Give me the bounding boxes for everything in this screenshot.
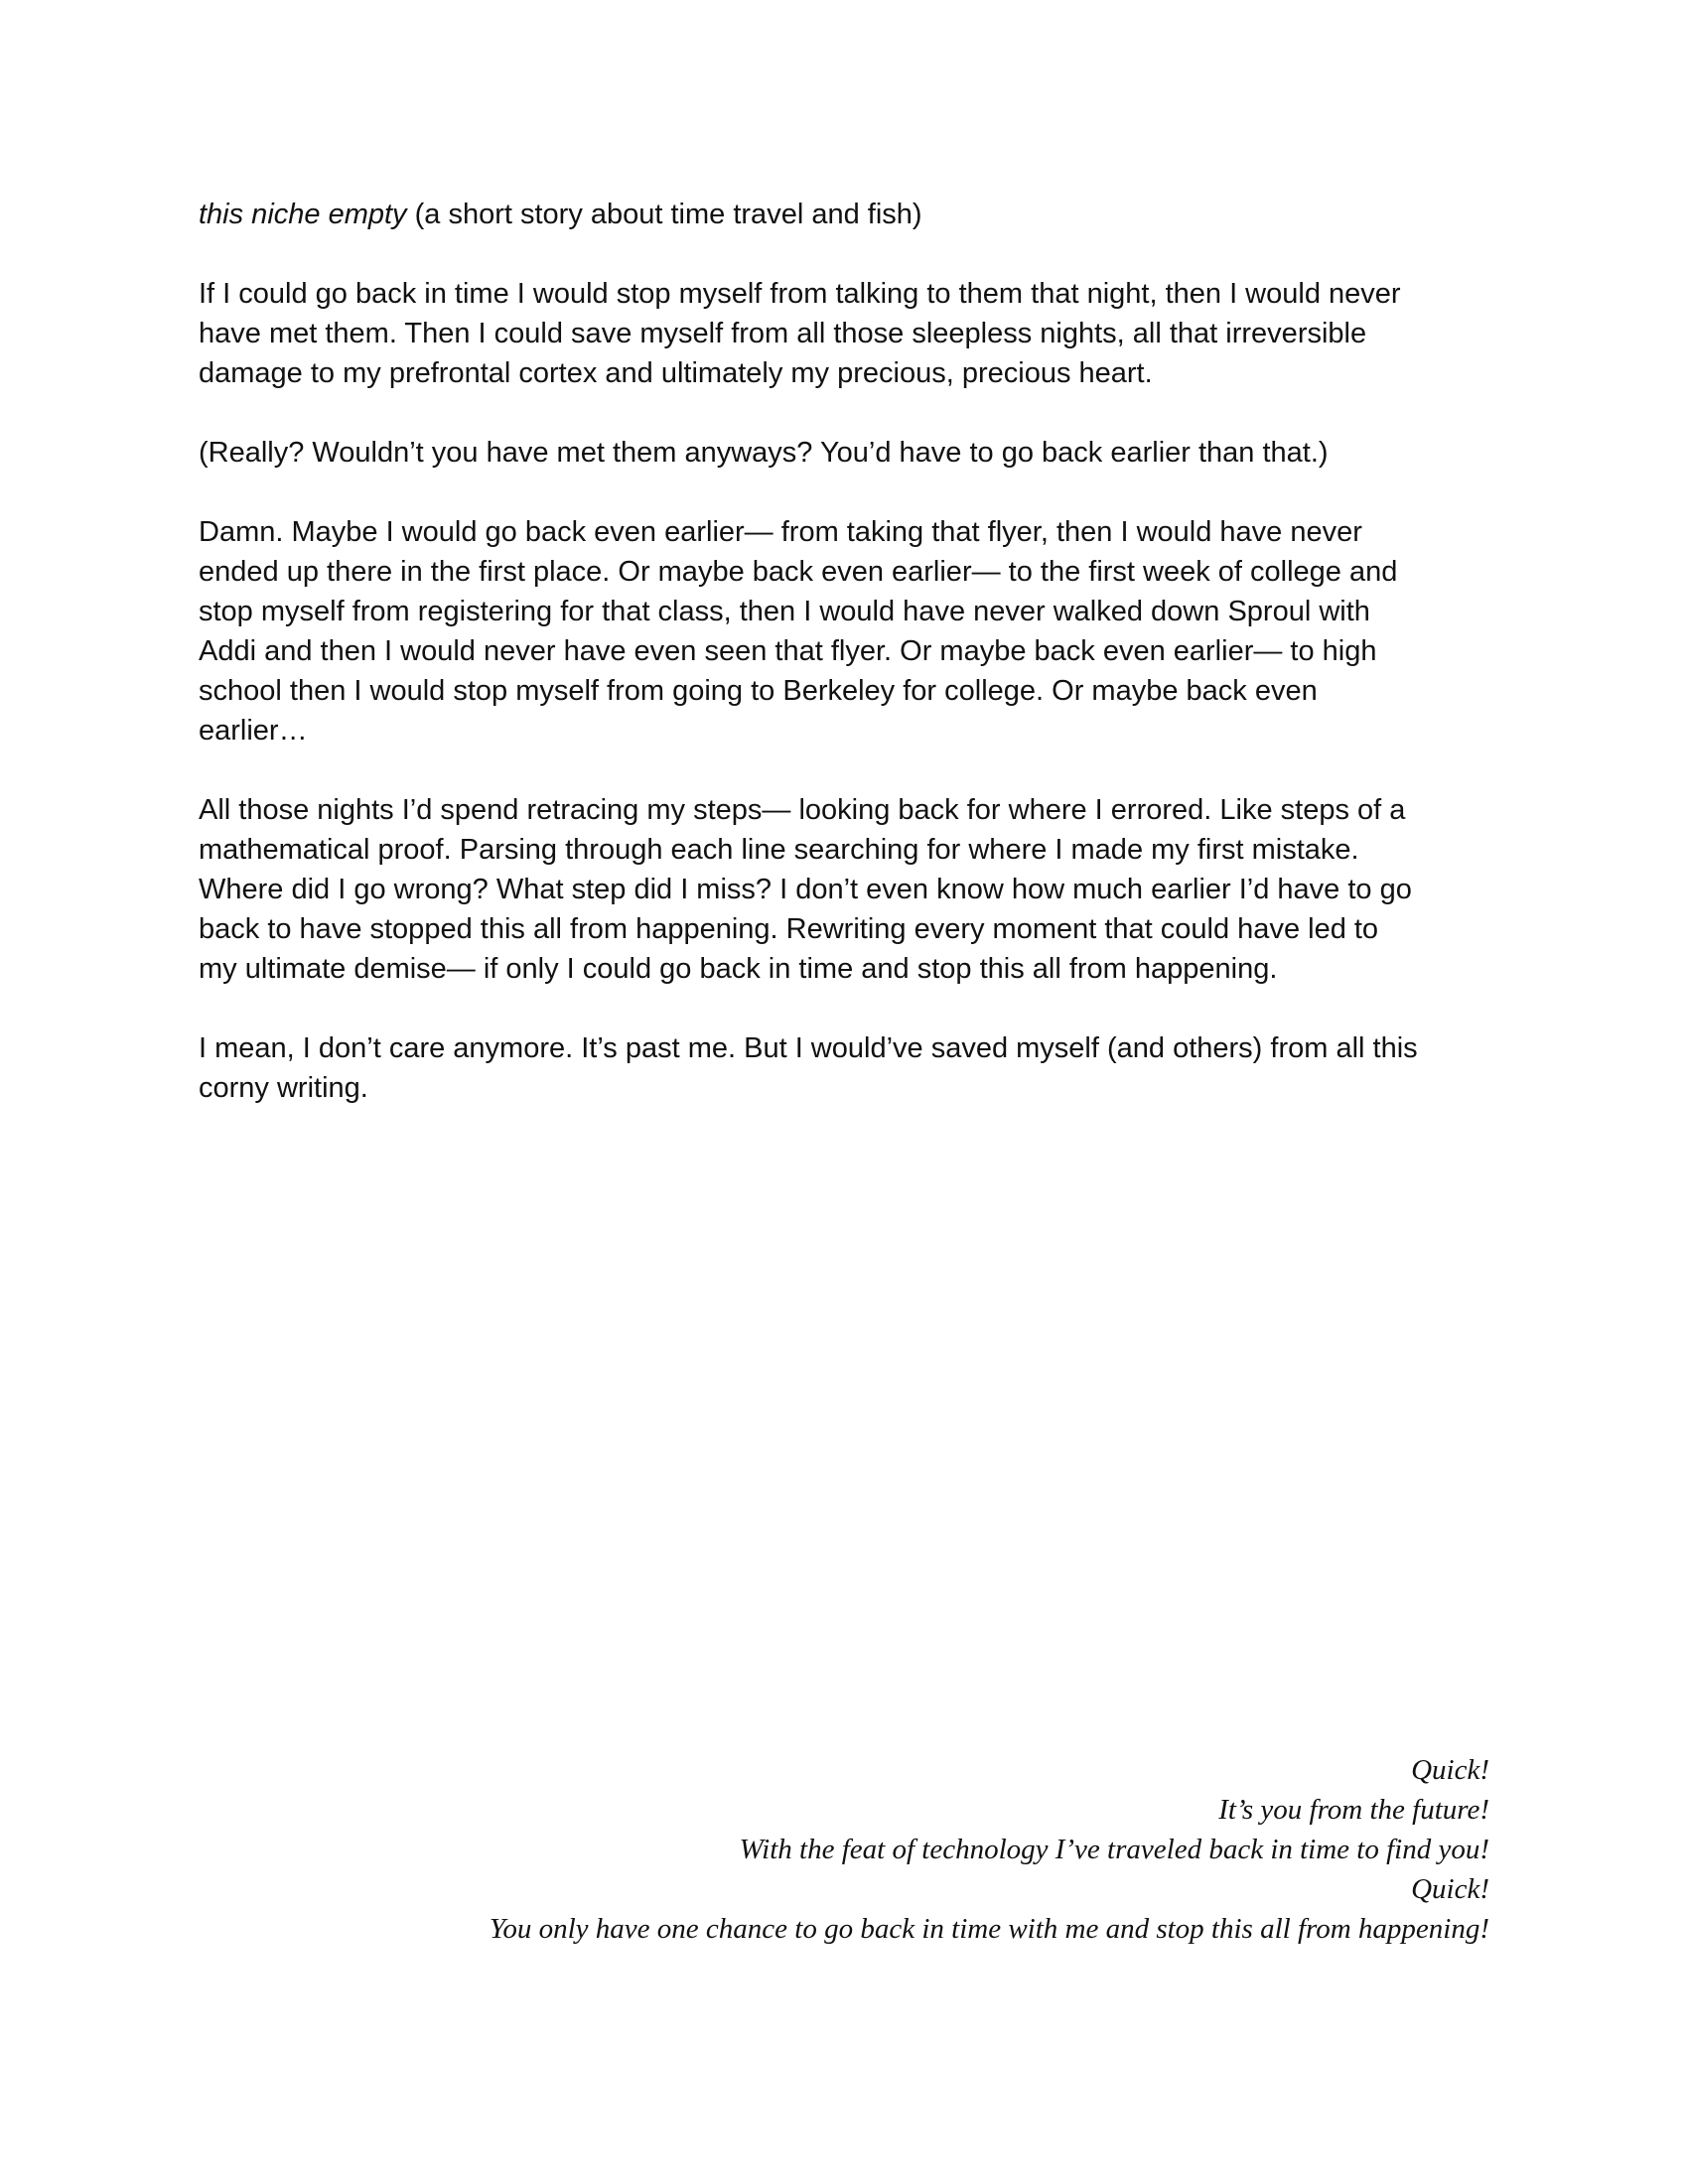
paragraph-line: have met them. Then I could save myself from all those sleepless nights, all that irreversible — [199, 318, 1367, 349]
paragraph-line: Addi and then I would never have even seen that flyer. Or maybe back even earlier— to high — [199, 635, 1377, 667]
paragraph-line: All those nights I’d spend retracing my steps— looking back for where I errored. Like steps of a — [199, 794, 1406, 826]
paragraph-line: If I could go back in time I would stop myself from talking to them that night, then I would never — [199, 278, 1401, 310]
paragraph-line: Damn. Maybe I would go back even earlier— from taking that flyer, then I would have never — [199, 516, 1362, 548]
paragraph-4 — [199, 790, 1489, 989]
story-body — [199, 195, 1489, 1148]
closing-verse — [490, 1750, 1489, 1949]
verse-line: You only have one chance to go back in time with me and stop this all from happening! — [489, 1913, 1489, 1945]
verse-line: Quick! — [1411, 1754, 1489, 1786]
verse-line: It’s you from the future! — [1218, 1794, 1489, 1826]
paragraph-line: mathematical proof. Parsing through each line searching for where I made my first mistake. — [199, 834, 1359, 866]
paragraph-line: ended up there in the first place. Or maybe back even earlier— to the first week of college and — [199, 556, 1398, 588]
paragraph-line: damage to my prefrontal cortex and ultimately my precious, precious heart. — [199, 357, 1153, 389]
paragraph-line: I mean, I don’t care anymore. It’s past me. But I would’ve saved myself (and others) from all this — [199, 1032, 1418, 1064]
paragraph-5 — [199, 1028, 1489, 1108]
title-italic: this niche empty — [199, 199, 407, 230]
paragraph-3 — [199, 512, 1489, 751]
story-title — [199, 195, 1489, 234]
paragraph-2 — [199, 433, 1489, 473]
paragraph-1 — [199, 274, 1489, 393]
verse-line: Quick! — [1411, 1873, 1489, 1905]
paragraph-line: school then I would stop myself from going to Berkeley for college. Or maybe back even — [199, 675, 1318, 707]
title-subtitle: (a short story about time travel and fish) — [406, 199, 922, 230]
paragraph-line: back to have stopped this all from happening. Rewriting every moment that could have led to — [199, 913, 1379, 945]
verse-line: With the feat of technology I’ve traveled back in time to find you! — [739, 1834, 1489, 1865]
paragraph-line: (Really? Wouldn’t you have met them anyways? You’d have to go back earlier than that.) — [199, 437, 1329, 469]
paragraph-line: stop myself from registering for that class, then I would have never walked down Sproul with — [199, 596, 1370, 627]
paragraph-line: earlier… — [199, 715, 308, 747]
paragraph-line: corny writing. — [199, 1072, 368, 1104]
paragraph-line: my ultimate demise— if only I could go back in time and stop this all from happening. — [199, 953, 1278, 985]
paragraph-line: Where did I go wrong? What step did I miss? I don’t even know how much earlier I’d have to go — [199, 874, 1412, 905]
